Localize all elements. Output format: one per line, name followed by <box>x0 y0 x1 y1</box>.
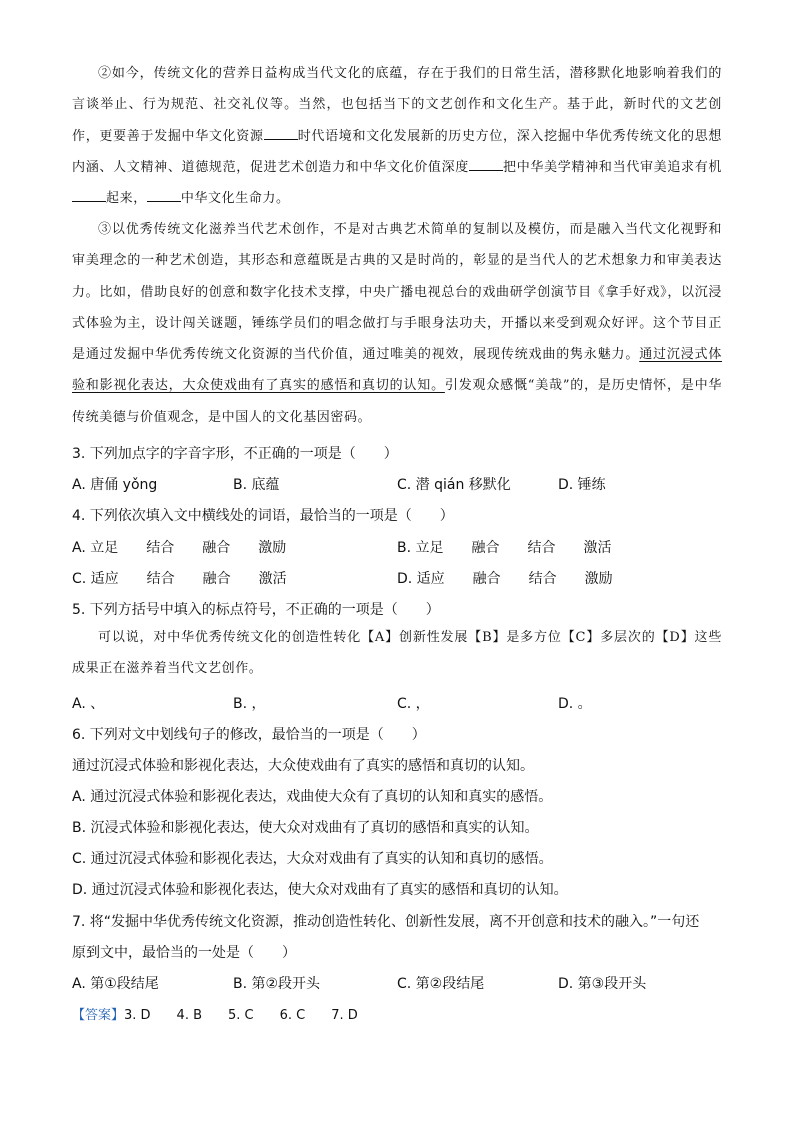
p2-text-c: 把中华美学精神和当代审美追求有机 <box>502 159 722 175</box>
q4-option-c: C. 适应 结合 融合 激活 <box>72 571 287 587</box>
fill-blank-4 <box>147 189 181 202</box>
q5-stem: 5. 下列方括号中填入的标点符号，不正确的一项是（ ） <box>72 602 440 618</box>
p3-text-a: ③以优秀传统文化滋养当代艺术创作，不是对古典艺术简单的复制以及模仿，而是融入当代文化视野和审美理念的一种艺术创造，其形态和意蕴既是古典的又是时尚的，彰显的是当代人的艺术想象力和审美表达力。比如，借助良好的创意和数字化技术支撑，中央广播电视总台的戏曲研学创演节目《拿手好戏》，以沉浸式体验为主，设计闯关谜题，锤练学员们的唱念做打与手眼身法功夫，开播以来受到观众好评。这个节目正是通过发掘中华优秀传统文化资源的当代价值，通过唯美的视效，展现传统戏曲的隽永魅力。 <box>72 222 722 363</box>
q5-option-d: D. 。 <box>558 696 592 712</box>
answer-text: 3. D 4. B 5. C 6. C 7. D <box>124 1008 358 1023</box>
q3-option-c: C. 潜 qián 移默化 <box>397 477 511 493</box>
p2-text-b: 时代语境和文化发展新的历史方位，深入挖掘中华优秀传统文化的思想内涵、人文精神、道德规范，促进艺术创造力和中华文化价值深度 <box>72 128 722 175</box>
underlined-sentence: 通过沉浸式体验和影视化表达，大众使戏曲有了真实的感悟和真切的认知。 <box>72 347 722 394</box>
q6-stem: 6. 下列对文中划线句子的修改，最恰当的一项是（ ） <box>72 727 426 743</box>
q5-option-c: C. ， <box>397 696 430 712</box>
q3-stem: 3. 下列加点字的字音字形，不正确的一项是（ ） <box>72 446 398 462</box>
q7-stem-line-1: 7. 将“发掘中华优秀传统文化资源，推动创造性转化、创新性发展，离不开创意和技术的融入。”一句还 <box>72 914 700 930</box>
q5-option-b: B. ， <box>233 696 266 712</box>
p2-text-e: 中华文化生命力。 <box>180 191 290 207</box>
fill-blank-3 <box>72 189 106 202</box>
passage-paragraph-3 <box>72 214 722 433</box>
p2-text-d: 起来， <box>106 191 147 207</box>
q4-option-d: D. 适应 融合 结合 激励 <box>397 571 613 587</box>
q3-option-b: B. 底蕴 <box>233 477 280 493</box>
q4-option-b: B. 立足 融合 结合 激活 <box>397 540 612 556</box>
q3-option-d: D. 锤练 <box>558 477 606 493</box>
q7-stem-line-2: 原到文中，最恰当的一处是（ ） <box>72 945 296 961</box>
answer-label: 【答案】 <box>72 1008 125 1023</box>
q6-option-c: C. 通过沉浸式体验和影视化表达，大众对戏曲有了真实的认知和真切的感悟。 <box>72 851 553 867</box>
p3-text-b: 引发观众感慨“美哉”的，是历史情怀，是中华传统美德与价值观念，是中国人的文化基因密码。 <box>72 378 722 425</box>
fill-blank-2 <box>469 158 503 171</box>
q5-sentence: 可以说，对中华优秀传统文化的创造性转化【A】创新性发展【B】是多方位【C】多层次的【D】这些成果正在滋养着当代文艺创作。 <box>72 630 722 676</box>
q6-original-sentence: 通过沉浸式体验和影视化表达，大众使戏曲有了真实的感悟和真切的认知。 <box>72 758 534 774</box>
q3-option-a: A. 唐俑 yǒng <box>72 477 158 493</box>
q6-option-a: A. 通过沉浸式体验和影视化表达，戏曲使大众有了真切的认知和真实的感悟。 <box>72 789 553 805</box>
q6-option-b: B. 沉浸式体验和影视化表达，使大众对戏曲有了真切的感悟和真实的认知。 <box>72 820 539 836</box>
passage-paragraph-2 <box>72 58 722 214</box>
q7-option-c: C. 第②段结尾 <box>397 976 485 992</box>
q7-option-d: D. 第③段开头 <box>558 976 647 992</box>
q7-option-a: A. 第①段结尾 <box>72 976 159 992</box>
q6-option-d: D. 通过沉浸式体验和影视化表达，使大众对戏曲有了真实的感悟和真切的认知。 <box>72 882 568 898</box>
q7-option-b: B. 第②段开头 <box>233 976 321 992</box>
q5-option-a: A. 、 <box>72 696 105 712</box>
q4-option-a: A. 立足 结合 融合 激励 <box>72 540 287 556</box>
fill-blank-1 <box>264 127 298 140</box>
q4-stem: 4. 下列依次填入文中横线处的词语，最恰当的一项是（ ） <box>72 508 454 524</box>
answer-line <box>72 1004 358 1023</box>
p2-text-a: ②如今，传统文化的营养日益构成当代文化的底蕴，存在于我们的日常生活，潜移默化地影响着我们的言谈举止、行为规范、社交礼仪等。当然，也包括当下的文艺创作和文化生产。基于此，新时代的文艺创作，更要善于发掘中华文化资源 <box>72 66 722 144</box>
